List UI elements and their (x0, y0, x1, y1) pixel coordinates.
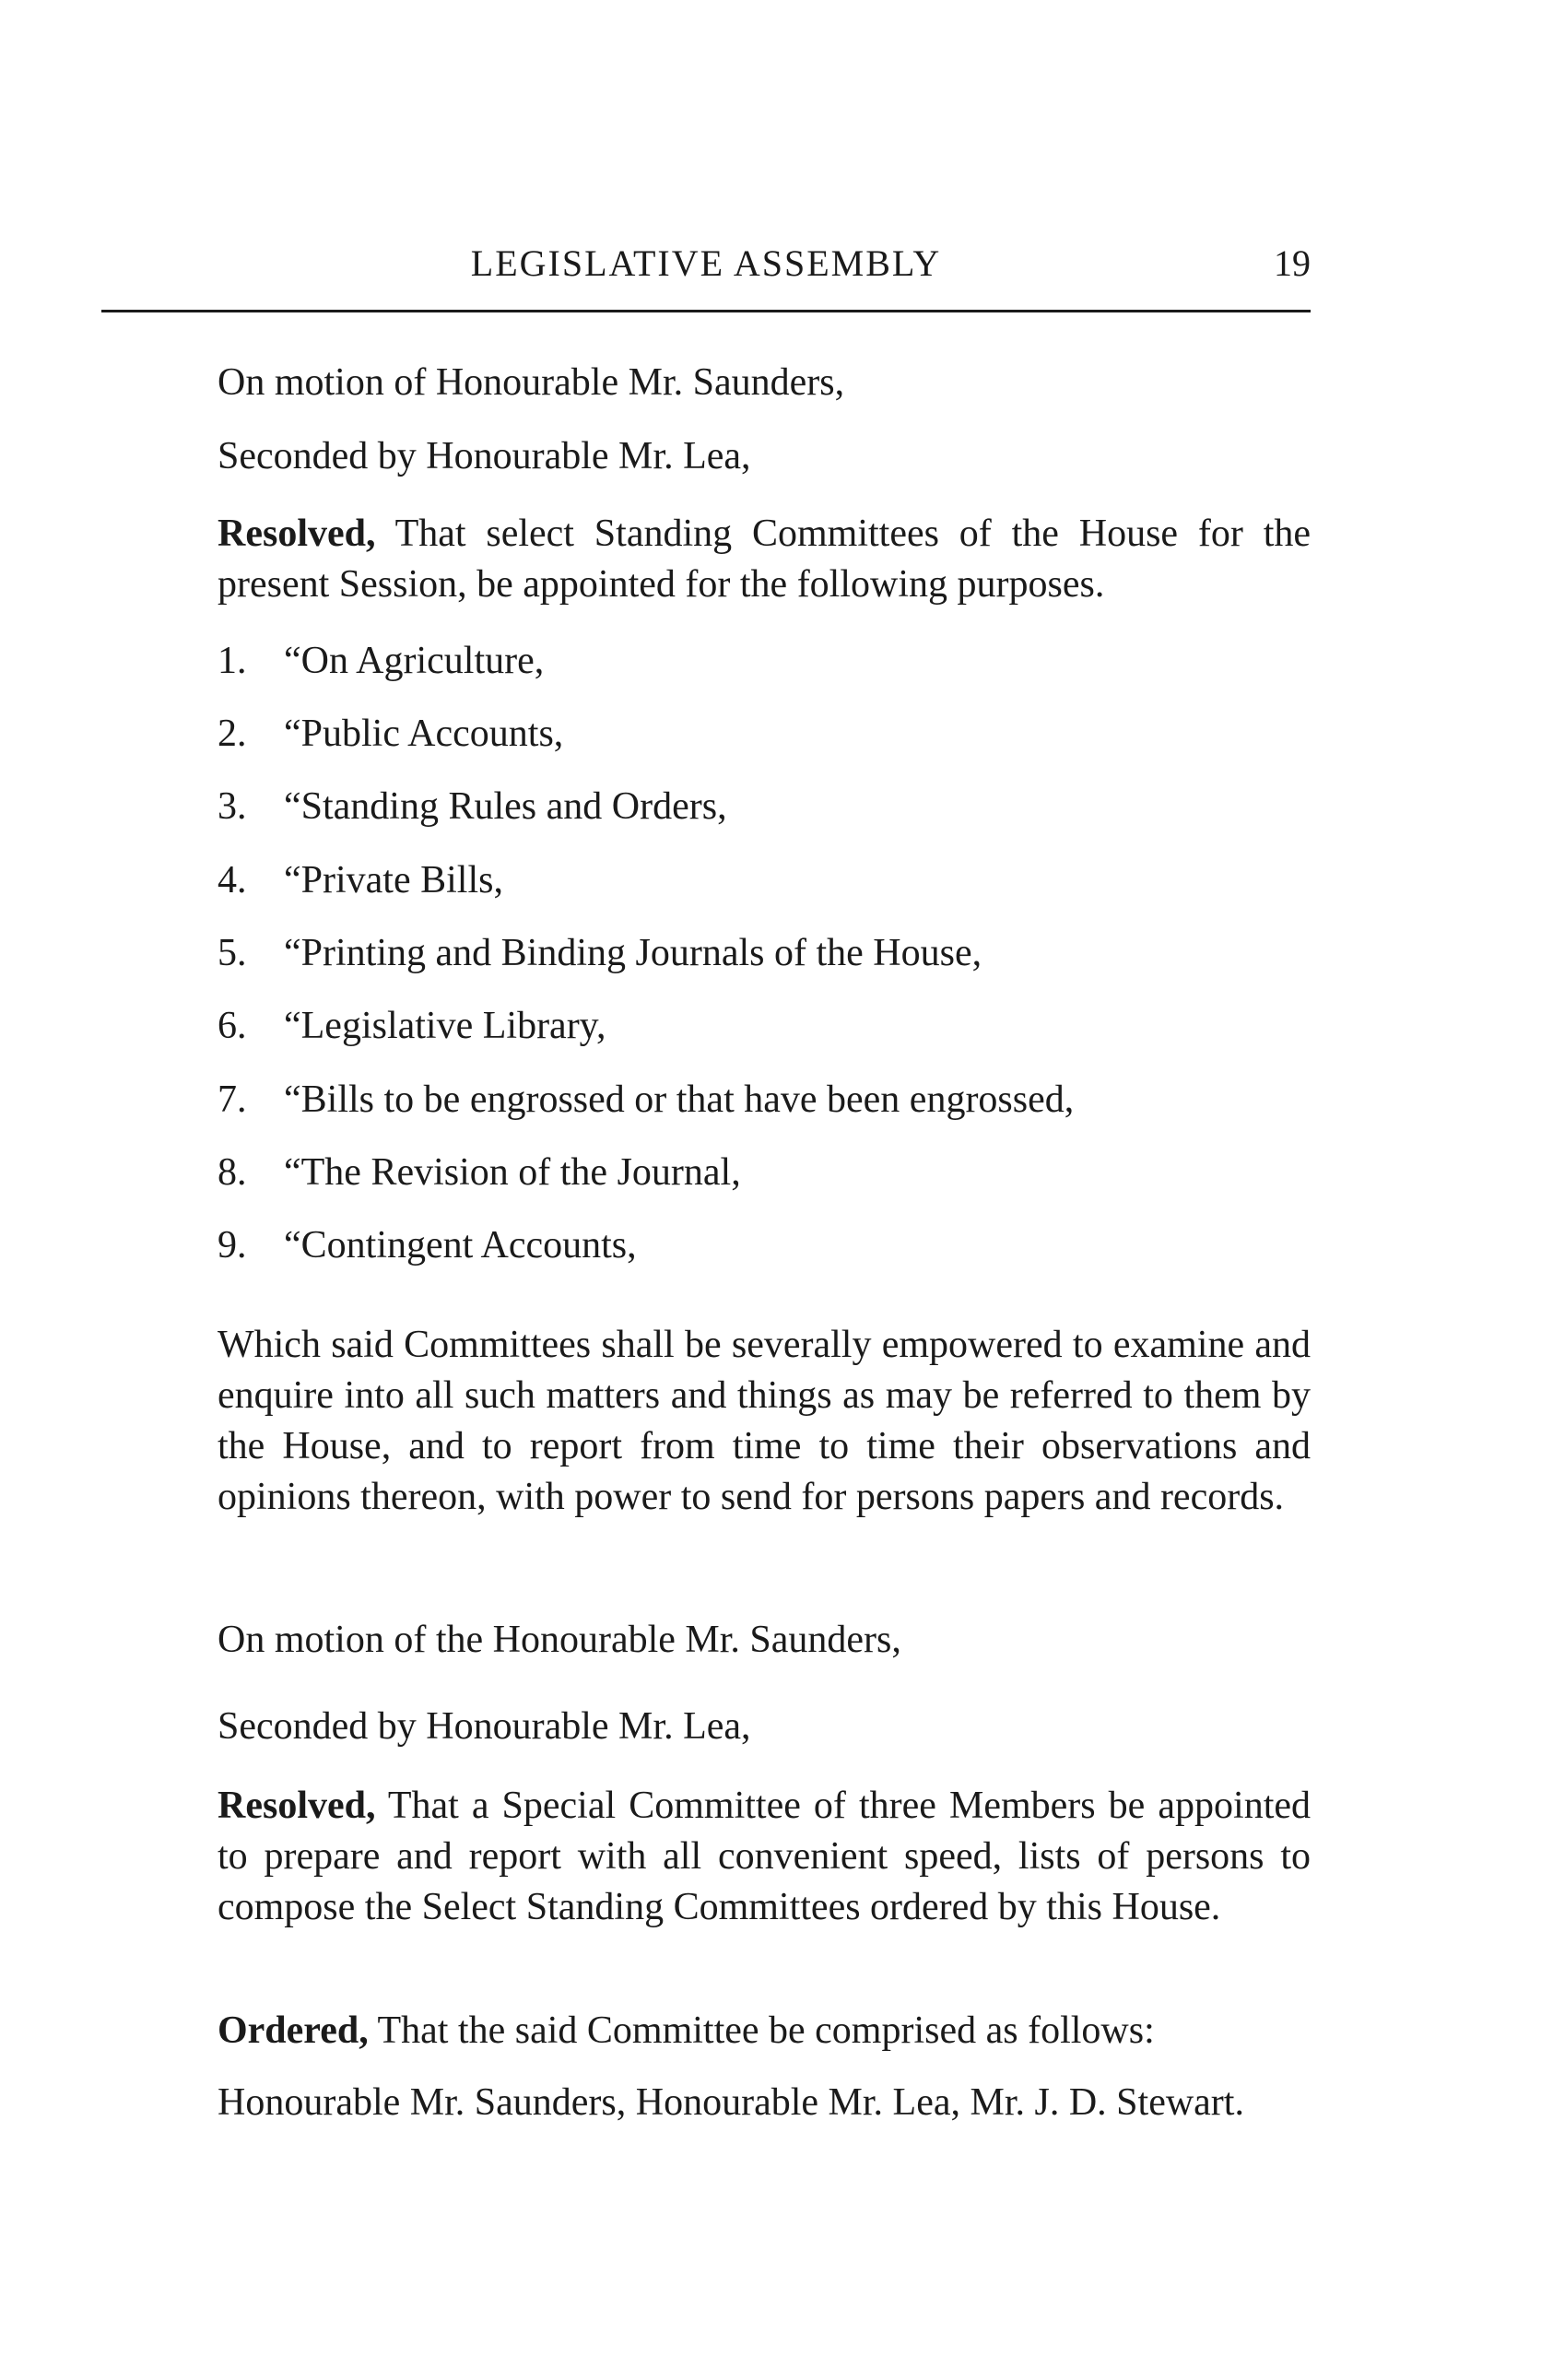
running-head (101, 242, 1311, 288)
list-item: 9. “Contingent Accounts, (218, 1224, 637, 1267)
motion-1-mover: On motion of Honourable Mr. Saunders, (218, 361, 845, 404)
list-item: 1. “On Agriculture, (218, 640, 545, 682)
motion-1-resolution (88, 509, 1311, 610)
list-item: 5. “Printing and Binding Journals of the House, (218, 932, 982, 974)
list-item: 2. “Public Accounts, (218, 713, 564, 755)
motion-1-seconder: Seconded by Honourable Mr. Lea, (218, 435, 751, 477)
resolved-label: Resolved, (218, 1785, 376, 1827)
motion-2-seconder: Seconded by Honourable Mr. Lea, (218, 1705, 751, 1748)
resolution-text: That a Special Committee of three Members be appointed to prepare and report with all convenient speed, lists of persons to compose the Select Standing Committees ordered by this House. (218, 1785, 1311, 1928)
ordered-label: Ordered, (218, 2009, 369, 2052)
list-item: 7. “Bills to be engrossed or that have been engrossed, (218, 1078, 1075, 1121)
list-item: 6. “Legislative Library, (218, 1005, 606, 1047)
running-head-title: LEGISLATIVE ASSEMBLY (470, 242, 942, 284)
list-item: 3. “Standing Rules and Orders, (218, 785, 727, 828)
motion-2-resolution (88, 1781, 1311, 1933)
list-item: 4. “Private Bills, (218, 859, 503, 901)
header-rule (101, 310, 1311, 312)
committee-members: Honourable Mr. Saunders, Honourable Mr. Lea, Mr. J. D. Stewart. (218, 2081, 1244, 2124)
order-text: That the said Committee be comprised as follows: (377, 2009, 1155, 2052)
page-number: 19 (1274, 242, 1311, 284)
resolution-text: That select Standing Committees of the House for the present Session, be appointed for the following purposes. (218, 513, 1311, 606)
motion-2-mover: On motion of the Honourable Mr. Saunders, (218, 1619, 901, 1661)
order-paragraph (88, 2006, 1311, 2056)
list-item: 8. “The Revision of the Journal, (218, 1151, 741, 1194)
resolved-label: Resolved, (218, 513, 376, 555)
powers-paragraph: Which said Committees shall be severally empowered to examine and enquire into all such matters and things as may be referred to them by the House, and to report from time to time their observations and opinions thereon, with power to send for persons papers and records. (218, 1324, 1311, 1518)
